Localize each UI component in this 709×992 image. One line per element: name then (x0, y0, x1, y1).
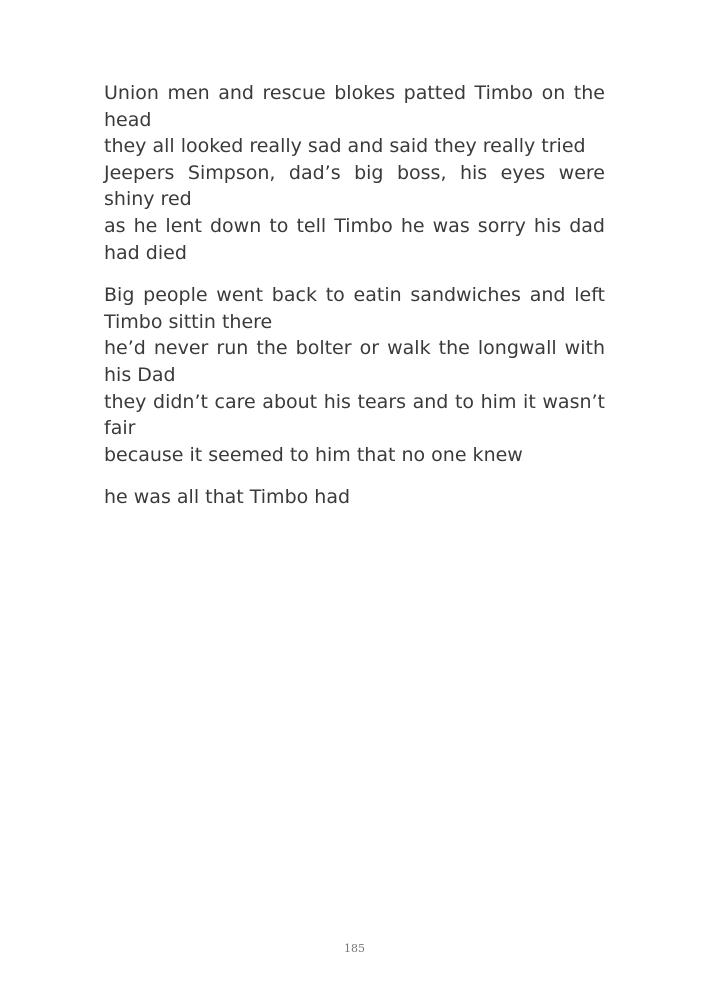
poem-line: Big people went back to eatin sandwiches and left Timbo sittin there (104, 284, 605, 333)
poem-line: because it seemed to him that no one knew (104, 443, 523, 466)
poem-line: Union men and rescue blokes patted Timbo on the head (104, 82, 605, 131)
stanza-2 (104, 282, 605, 468)
page-number: 185 (344, 942, 365, 955)
poem-line: they all looked really sad and said they really tried (104, 135, 586, 158)
stanza-3 (104, 484, 605, 511)
poem-line: he’d never run the bolter or walk the longwall with his Dad (104, 337, 605, 386)
stanza-1 (104, 80, 605, 266)
poem-line: he was all that Timbo had (104, 486, 351, 509)
poem-line: Jeepers Simpson, dad’s big boss, his eyes were shiny red (104, 161, 605, 211)
poem-line: they didn’t care about his tears and to him it wasn’t fair (104, 390, 605, 440)
poem-text (104, 80, 605, 511)
poem-line: as he lent down to tell Timbo he was sorry his dad had died (104, 214, 605, 264)
